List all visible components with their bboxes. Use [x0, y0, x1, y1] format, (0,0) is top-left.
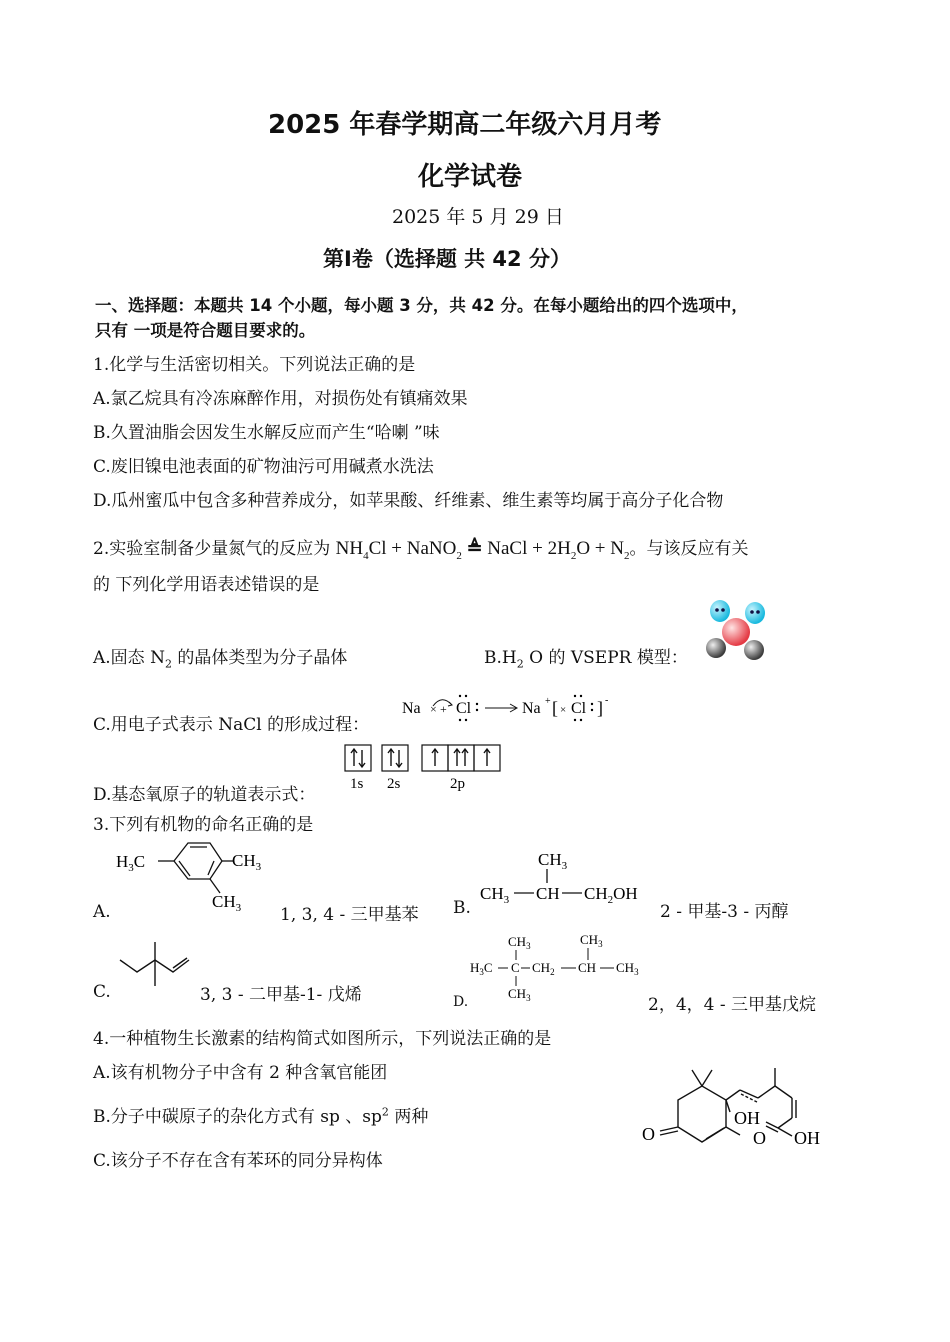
q1-option-d: D.瓜州蜜瓜中包含多种营养成分，如苹果酸、纤维素、维生素等均属于高分子化合物	[93, 491, 724, 511]
q3-a-structure	[110, 835, 280, 915]
svg-text:Cl: Cl	[456, 700, 472, 717]
svg-text:O: O	[753, 1128, 766, 1148]
exam-date: 2025 年 5 月 29 日	[392, 206, 564, 228]
exam-subtitle: 化学试卷	[418, 162, 523, 192]
svg-text:CH3: $CH_3$	[480, 884, 510, 906]
q3-stem: 3.下列有机物的命名正确的是	[93, 815, 314, 835]
svg-text:O: O	[642, 1124, 655, 1144]
instructions-line-2: 只有 一项是符合题目要求的。	[95, 321, 316, 340]
q3-c-structure	[115, 938, 195, 993]
q1-option-b: B.久置油脂会因发生水解反应而产生“哈喇 ”味	[93, 423, 440, 443]
svg-text:]: ]	[597, 698, 603, 718]
exam-title: 2025 年春学期高二年级六月月考	[268, 110, 662, 140]
svg-text:2s: 2s	[387, 776, 401, 792]
svg-text:CH: CH	[578, 960, 597, 975]
q3-d-label: D.	[453, 994, 469, 1010]
q4-hormone-structure	[640, 1060, 855, 1155]
q2-equation: $NH_4Cl$ + NaNO$_2$ ≜ NaCl + $2H_2O + N_2$	[335, 538, 630, 562]
q2-option-a: A.固态 $N_2$ 的晶体类型为分子晶体	[93, 648, 348, 671]
vsepr-model-image	[700, 598, 772, 662]
svg-text:CH3: $CH_3$	[232, 851, 262, 873]
svg-text:CH2: $CH_2$	[532, 960, 555, 977]
svg-text:C: C	[511, 960, 520, 975]
svg-text:1s: 1s	[350, 776, 364, 792]
svg-text:CH3: $CH_3$	[508, 986, 531, 1003]
svg-text:H3C: $H_3C$	[116, 852, 146, 874]
q3-a-label: A.	[93, 902, 111, 922]
q2-stem-line-2: 的 下列化学用语表述错误的是	[93, 575, 320, 595]
q2-stem: 2.实验室制备少量氮气的反应为 $NH_4Cl$ + NaNO$_2$ ≜ NaCl + $2H_2O + N_2$。与该反应有关	[93, 538, 749, 562]
q2-option-c: C.用电子式表示 NaCl 的形成过程：	[93, 715, 370, 735]
q2-option-b: $B.H_2$ O 的 VSEPR 模型：	[484, 648, 688, 671]
svg-text:+: +	[440, 702, 447, 716]
svg-text:Cl: Cl	[571, 700, 587, 717]
q3-c-label: C.	[93, 982, 111, 1002]
svg-text:×: ×	[430, 702, 437, 716]
svg-text:OH: OH	[794, 1128, 820, 1148]
svg-text:Na: Na	[522, 700, 541, 717]
svg-text:CH3: $CH_3$	[538, 850, 568, 872]
svg-text:[: [	[552, 698, 558, 718]
q3-a-name: 1, 3, 4 - 三甲基苯	[280, 905, 419, 925]
svg-text:CH: CH	[536, 884, 560, 903]
oxygen-orbital-diagram	[342, 742, 507, 794]
svg-text:+: +	[545, 696, 551, 707]
q2-option-d: D.基态氧原子的轨道表示式：	[93, 785, 316, 805]
instructions-line-1: 一、选择题：本题共 14 个小题，每小题 3 分，共 42 分。在每小题给出的四个选项中，	[95, 296, 748, 315]
svg-text:2p: 2p	[450, 776, 465, 792]
svg-text:×: ×	[560, 704, 567, 716]
q4-option-b: B.分子中碳原子的杂化方式有 sp 、$sp^2$ 两种	[93, 1105, 429, 1127]
svg-text:Na: Na	[402, 700, 421, 717]
svg-text:-: -	[605, 695, 609, 706]
q4-stem: 4.一种植物生长激素的结构简式如图所示，下列说法正确的是	[93, 1029, 552, 1049]
q3-d-structure	[468, 928, 653, 1003]
section-title: 第Ⅰ卷（选择题 共 42 分）	[323, 247, 571, 271]
q1-option-a: A.氯乙烷具有冷冻麻醉作用，对损伤处有镇痛效果	[93, 389, 468, 409]
svg-text:CH3: $CH_3$	[212, 892, 242, 914]
q4-option-a: A.该有机物分子中含有 2 种含氧官能团	[93, 1063, 388, 1083]
svg-text:CH2OH: $CH_2OH$	[584, 884, 638, 906]
q3-b-name: 2 - 甲基-3 - 丙醇	[660, 902, 789, 922]
svg-text:OH: OH	[734, 1108, 760, 1128]
svg-text:CH3: $CH_3$	[616, 960, 639, 977]
q1-stem: 1.化学与生活密切相关。下列说法正确的是	[93, 355, 416, 375]
svg-text:CH3: $CH_3$	[580, 932, 603, 949]
q3-b-label: B.	[453, 898, 471, 918]
q1-option-c: C.废旧镍电池表面的矿物油污可用碱煮水洗法	[93, 457, 434, 477]
q3-c-name: 3, 3 - 二甲基-1- 戊烯	[200, 985, 362, 1005]
q3-d-name: 2，4，4 - 三甲基戊烷	[648, 995, 816, 1015]
q3-b-structure	[470, 845, 655, 915]
svg-text:CH3: $CH_3$	[508, 934, 531, 951]
svg-text:H3C: $H_3C$	[470, 960, 493, 977]
q4-option-c: C.该分子不存在含有苯环的同分异构体	[93, 1151, 383, 1171]
nacl-electron-formation	[400, 688, 625, 728]
